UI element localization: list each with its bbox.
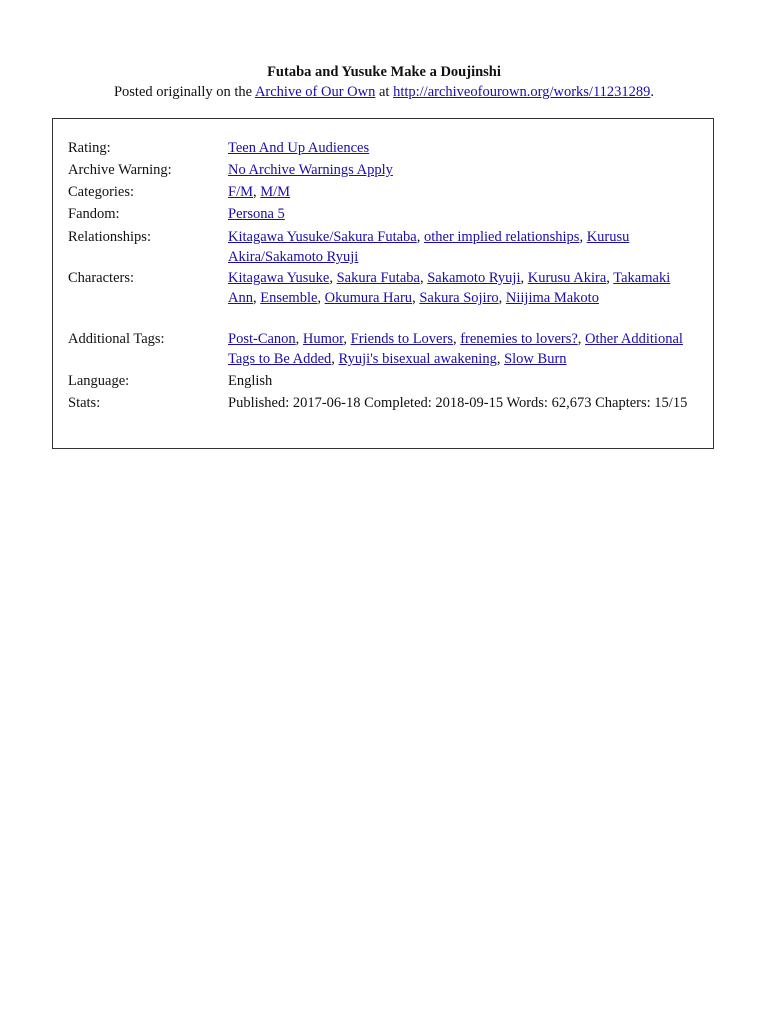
character-link[interactable]: Takamaki Ann <box>228 270 671 306</box>
character-link[interactable]: Okumura Haru <box>324 290 413 306</box>
work-url-link[interactable]: http://archiveofourown.org/works/11231289 <box>393 84 651 100</box>
character-link[interactable]: Kitagawa Yusuke <box>228 270 330 286</box>
relationships-label: Relationships: <box>68 229 151 245</box>
character-link[interactable]: Kurusu Akira <box>527 270 607 286</box>
tags-label: Additional Tags: <box>68 331 165 347</box>
relationship-link[interactable]: Kitagawa Yusuke/Sakura Futaba <box>228 229 417 245</box>
language-label: Language: <box>68 373 130 389</box>
posted-line <box>0 82 768 102</box>
tag-link[interactable]: Slow Burn <box>504 351 567 367</box>
tag-link[interactable]: Ryuji's bisexual awakening <box>338 351 497 367</box>
categories-label: Categories: <box>68 184 135 200</box>
warning-link[interactable]: No Archive Warnings Apply <box>228 162 393 178</box>
posted-mid: at <box>375 84 394 100</box>
posted-prefix: Posted originally on the <box>113 84 255 100</box>
categories-value: F/M, M/M <box>228 184 291 200</box>
fandom-label: Fandom: <box>68 206 120 222</box>
tag-link[interactable]: Post-Canon <box>228 331 296 347</box>
stats-label: Stats: <box>68 395 101 411</box>
character-link[interactable]: Niijima Makoto <box>505 290 599 306</box>
character-link[interactable]: Ensemble <box>260 290 318 306</box>
tag-link[interactable]: Friends to Lovers <box>350 331 453 347</box>
warning-label: Archive Warning: <box>68 162 172 178</box>
tag-link[interactable]: Humor <box>302 331 344 347</box>
work-title: Futaba and Yusuke Make a Doujinshi <box>267 64 501 80</box>
work-header <box>0 62 768 102</box>
tags-value: Post-Canon, Humor, Friends to Lovers, frenemies to lovers?, Other Additional Tags to Be Added, Ryuji's bisexual awakening, Slow Burn <box>228 331 683 367</box>
stats-value: Published: 2017-06-18 Completed: 2018-09-15 Words: 62,673 Chapters: 15/15 <box>228 395 688 411</box>
archive-link[interactable]: Archive of Our Own <box>254 84 376 100</box>
category-link[interactable]: M/M <box>260 184 291 200</box>
characters-label: Characters: <box>68 270 135 286</box>
category-link[interactable]: F/M <box>228 184 253 200</box>
relationship-link[interactable]: Kurusu Akira/Sakamoto Ryuji <box>228 229 630 265</box>
rating-label: Rating: <box>68 140 111 156</box>
rating-link[interactable]: Teen And Up Audiences <box>228 140 370 156</box>
character-link[interactable]: Sakamoto Ryuji <box>427 270 521 286</box>
tag-link[interactable]: Other Additional Tags to Be Added <box>228 331 683 367</box>
character-link[interactable]: Sakura Sojiro <box>419 290 499 306</box>
work-meta-box <box>52 118 714 449</box>
relationship-link[interactable]: other implied relationships <box>423 229 580 245</box>
warning-value <box>228 160 698 180</box>
fandom-value <box>228 204 698 224</box>
posted-suffix: . <box>650 84 655 100</box>
relationships-value: Kitagawa Yusuke/Sakura Futaba, other implied relationships, Kurusu Akira/Sakamoto Ryuji <box>228 229 630 265</box>
tag-link[interactable]: frenemies to lovers? <box>460 331 578 347</box>
language-value: English <box>228 373 273 389</box>
rating-value <box>228 138 698 158</box>
character-link[interactable]: Sakura Futaba <box>336 270 420 286</box>
fandom-link[interactable]: Persona 5 <box>228 206 285 222</box>
characters-value: Kitagawa Yusuke, Sakura Futaba, Sakamoto Ryuji, Kurusu Akira, Takamaki Ann, Ensemble, Okumura Haru, Sakura Sojiro, Niijima Makoto <box>228 270 671 306</box>
